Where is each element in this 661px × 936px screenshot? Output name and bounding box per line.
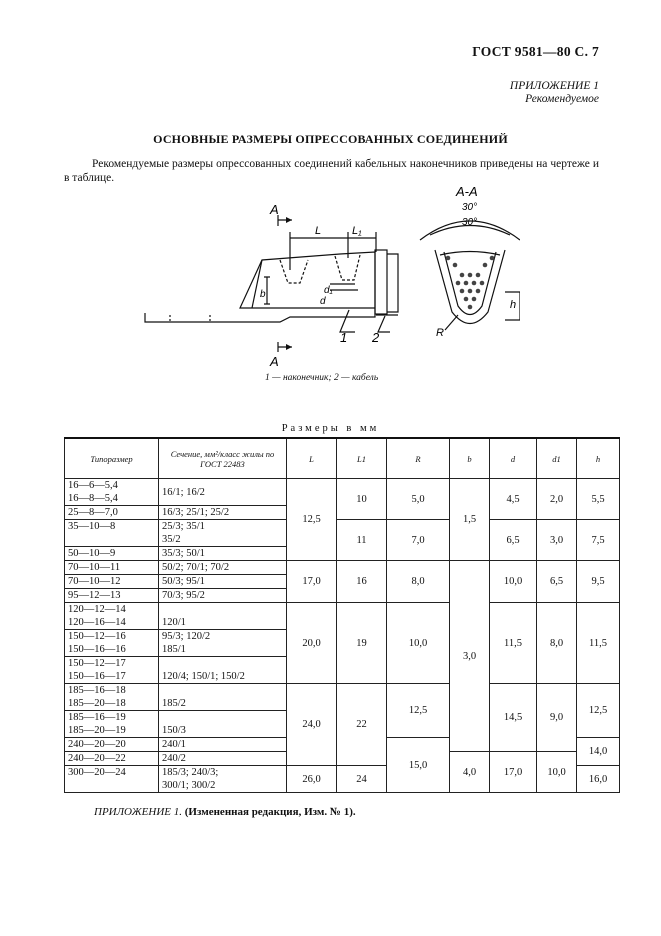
cell-d: 14,5 (490, 684, 537, 752)
cell-tipo: 50—10—9 (65, 547, 159, 561)
cell-tipo: 240—20—20 (65, 738, 159, 752)
callout-1: 1 (340, 330, 348, 345)
cell-d1: 8,0 (537, 603, 577, 684)
cell-tipo: 150—12—16 150—16—16 (65, 630, 159, 657)
cell-b: 4,0 (450, 752, 490, 793)
cell-tipo: 35—10—8 (65, 520, 159, 547)
cell-tipo: 185—16—18 185—20—18 (65, 684, 159, 711)
table-row (65, 479, 620, 506)
dim-b-label: b (260, 289, 266, 300)
cell-L: 17,0 (287, 561, 337, 603)
cell-d1: 3,0 (537, 520, 577, 561)
cell-R: 12,5 (387, 684, 450, 738)
header-d1: d1 (537, 438, 577, 479)
header-tipo: Типоразмер (65, 438, 159, 479)
header-L1: L1 (337, 438, 387, 479)
cell-tipo: 70—10—11 (65, 561, 159, 575)
cell-tipo: 120—12—14 120—16—14 (65, 603, 159, 630)
cell-L: 12,5 (287, 479, 337, 561)
units-label: Размеры в мм (281, 423, 380, 434)
cell-h: 16,0 (577, 766, 620, 793)
header-d: d (490, 438, 537, 479)
cell-sech: 16/3; 25/1; 25/2 (159, 506, 287, 520)
appendix-label (510, 80, 599, 106)
cell-sech: 25/3; 35/1 35/2 (159, 520, 287, 547)
angle-outer: 30° (462, 202, 478, 213)
page-header: ГОСТ 9581—80 С. 7 (472, 44, 599, 59)
cell-L1: 22 (337, 684, 387, 766)
cell-tipo: 185—16—19 185—20—19 (65, 711, 159, 738)
cell-tipo: 16—6—5,4 16—8—5,4 (65, 479, 159, 506)
cell-h: 7,5 (577, 520, 620, 561)
cell-b: 3,0 (450, 561, 490, 752)
cell-d: 6,5 (490, 520, 537, 561)
dim-h-label: h (510, 299, 517, 311)
cell-L1: 19 (337, 603, 387, 684)
cell-tipo: 95—12—13 (65, 589, 159, 603)
cell-d: 11,5 (490, 603, 537, 684)
cell-sech: 50/2; 70/1; 70/2 (159, 561, 287, 575)
cell-R: 8,0 (387, 561, 450, 603)
cell-sech: 35/3; 50/1 (159, 547, 287, 561)
appendix-number: ПРИЛОЖЕНИЕ 1 (509, 80, 599, 92)
cell-L1: 16 (337, 561, 387, 603)
technical-drawing (140, 180, 520, 370)
angle-inner: 30° (462, 217, 478, 228)
cell-h: 5,5 (577, 479, 620, 520)
cell-R: 5,0 (387, 479, 450, 520)
cell-d1: 6,5 (537, 561, 577, 603)
dim-d-label: d (320, 296, 326, 307)
header-b: b (450, 438, 490, 479)
cell-tipo: 150—12—17 150—16—17 (65, 657, 159, 684)
cell-tipo: 300—20—24 (65, 766, 159, 793)
cell-R: 10,0 (387, 603, 450, 684)
cell-sech: 70/3; 95/2 (159, 589, 287, 603)
table-row (65, 520, 620, 547)
cell-sech: 16/1; 16/2 (159, 479, 287, 506)
cell-h: 11,5 (577, 603, 620, 684)
footnote-italic: ПРИЛОЖЕНИЕ 1. (94, 806, 182, 818)
cell-h: 9,5 (577, 561, 620, 603)
cell-sech: 150/3 (159, 711, 287, 738)
table-row (65, 561, 620, 575)
cell-d1: 9,0 (537, 684, 577, 752)
dim-L1-label: L₁ (352, 225, 362, 237)
cell-h: 12,5 (577, 684, 620, 738)
header-R: R (387, 438, 450, 479)
callout-2: 2 (372, 330, 380, 345)
cell-tipo: 25—8—7,0 (65, 506, 159, 520)
cell-h: 14,0 (577, 738, 620, 766)
cell-sech: 50/3; 95/1 (159, 575, 287, 589)
cell-R: 15,0 (387, 738, 450, 793)
cell-R: 7,0 (387, 520, 450, 561)
cell-L: 20,0 (287, 603, 337, 684)
cell-sech: 120/4; 150/1; 150/2 (159, 657, 287, 684)
dim-R-label: R (436, 327, 444, 339)
cell-sech: 240/1 (159, 738, 287, 752)
cell-tipo: 70—10—12 (65, 575, 159, 589)
section-mark-bottom: A (270, 354, 279, 369)
cell-L: 24,0 (287, 684, 337, 766)
dim-L-label: L (315, 225, 322, 237)
cell-L1: 24 (337, 766, 387, 793)
cell-L: 26,0 (287, 766, 337, 793)
header-h: h (577, 438, 620, 479)
cell-sech: 240/2 (159, 752, 287, 766)
drawing-caption: 1 — наконечник; 2 — кабель (265, 373, 379, 383)
cell-d: 4,5 (490, 479, 537, 520)
header-sech: Сечение, мм²/класс жилы по ГОСТ 22483 (159, 438, 287, 479)
section-title: ОСНОВНЫЕ РАЗМЕРЫ ОПРЕССОВАННЫХ СОЕДИНЕНИЙ (153, 132, 508, 146)
cell-sech: 120/1 (159, 603, 287, 630)
header-L: L (287, 438, 337, 479)
appendix-status: Рекомендуемое (525, 93, 599, 105)
table-header-row (65, 438, 620, 479)
cell-d: 10,0 (490, 561, 537, 603)
cell-L1: 11 (337, 520, 387, 561)
section-title-AA: А-А (456, 184, 478, 199)
intro-paragraph: Рекомендуемые размеры опрессованных соединений кабельных наконечников приведены на чертеже и в таблице. (64, 158, 599, 184)
cell-d1: 2,0 (537, 479, 577, 520)
cell-sech: 95/3; 120/2 185/1 (159, 630, 287, 657)
footnote (94, 806, 356, 818)
cell-b: 1,5 (450, 479, 490, 561)
table-row (65, 603, 620, 630)
cell-sech: 185/2 (159, 684, 287, 711)
cell-d: 17,0 (490, 752, 537, 793)
cell-sech: 185/3; 240/3; 300/1; 300/2 (159, 766, 287, 793)
dim-d1-label: d₁ (324, 285, 333, 296)
cell-d1: 10,0 (537, 752, 577, 793)
cell-tipo: 240—20—22 (65, 752, 159, 766)
dimensions-table (64, 437, 620, 793)
section-mark-top: A (270, 202, 279, 217)
table-row (65, 684, 620, 711)
footnote-bold: (Измененная редакция, Изм. № 1). (184, 806, 356, 818)
cell-L1: 10 (337, 479, 387, 520)
